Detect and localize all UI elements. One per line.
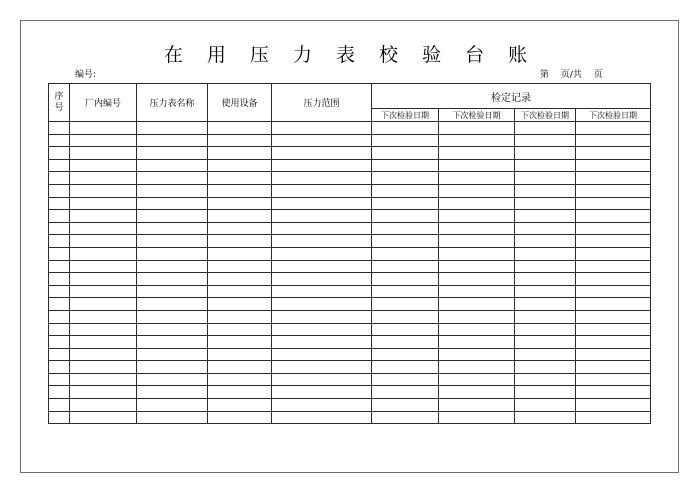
table-cell — [372, 122, 439, 135]
table-cell — [272, 184, 372, 197]
table-cell — [49, 323, 70, 336]
table-cell — [439, 184, 515, 197]
table-cell — [137, 122, 208, 135]
table-cell — [576, 323, 651, 336]
table-cell — [372, 260, 439, 273]
table-cell — [272, 147, 372, 160]
table-cell — [49, 348, 70, 361]
table-cell — [70, 285, 137, 298]
table-cell — [137, 399, 208, 412]
table-cell — [439, 235, 515, 248]
table-row — [49, 310, 651, 323]
table-cell — [137, 298, 208, 311]
table-cell — [439, 260, 515, 273]
table-cell — [272, 310, 372, 323]
table-cell — [70, 336, 137, 349]
table-cell — [515, 197, 576, 210]
table-cell — [208, 310, 272, 323]
table-cell — [208, 222, 272, 235]
table-cell — [70, 247, 137, 260]
table-cell — [70, 172, 137, 185]
table-cell — [137, 247, 208, 260]
table-row — [49, 134, 651, 147]
table-cell — [439, 222, 515, 235]
table-cell — [70, 273, 137, 286]
table-cell — [372, 222, 439, 235]
table-cell — [49, 399, 70, 412]
table-cell — [576, 260, 651, 273]
table-cell — [439, 323, 515, 336]
table-cell — [576, 247, 651, 260]
table-cell — [576, 210, 651, 223]
table-cell — [515, 336, 576, 349]
table-cell — [49, 310, 70, 323]
table-cell — [70, 147, 137, 160]
table-cell — [372, 285, 439, 298]
table-row — [49, 197, 651, 210]
table-cell — [137, 134, 208, 147]
table-cell — [515, 298, 576, 311]
table-cell — [372, 310, 439, 323]
table-cell — [515, 122, 576, 135]
table-cell — [70, 298, 137, 311]
table-cell — [372, 197, 439, 210]
table-cell — [137, 210, 208, 223]
table-cell — [137, 235, 208, 248]
table-cell — [372, 184, 439, 197]
table-cell — [439, 348, 515, 361]
table-cell — [272, 210, 372, 223]
table-row — [49, 373, 651, 386]
table-cell — [208, 210, 272, 223]
table-cell — [576, 298, 651, 311]
table-cell — [208, 361, 272, 374]
table-cell — [137, 260, 208, 273]
table-row — [49, 348, 651, 361]
table-cell — [272, 260, 372, 273]
table-cell — [208, 336, 272, 349]
table-cell — [208, 184, 272, 197]
table-cell — [70, 260, 137, 273]
table-row — [49, 323, 651, 336]
number-label: 编号: — [75, 70, 97, 80]
table-row — [49, 172, 651, 185]
table-cell — [372, 348, 439, 361]
table-cell — [208, 273, 272, 286]
table-cell — [49, 336, 70, 349]
table-cell — [515, 260, 576, 273]
table-cell — [515, 310, 576, 323]
table-cell — [515, 235, 576, 248]
table-cell — [439, 147, 515, 160]
table-cell — [372, 411, 439, 424]
table-cell — [272, 386, 372, 399]
table-cell — [137, 197, 208, 210]
table-row — [49, 399, 651, 412]
table-cell — [272, 348, 372, 361]
table-cell — [208, 247, 272, 260]
table-cell — [208, 134, 272, 147]
table-row — [49, 184, 651, 197]
table-cell — [576, 134, 651, 147]
table-cell — [208, 172, 272, 185]
table-cell — [70, 184, 137, 197]
table-cell — [272, 336, 372, 349]
table-cell — [372, 323, 439, 336]
table-cell — [208, 298, 272, 311]
table-cell — [70, 310, 137, 323]
table-cell — [515, 386, 576, 399]
table-cell — [137, 323, 208, 336]
table-cell — [70, 210, 137, 223]
table-cell — [208, 348, 272, 361]
table-cell — [272, 399, 372, 412]
table-cell — [49, 273, 70, 286]
table-row — [49, 273, 651, 286]
table-cell — [208, 122, 272, 135]
table-cell — [515, 348, 576, 361]
table-cell — [439, 134, 515, 147]
table-row — [49, 122, 651, 135]
table-cell — [137, 222, 208, 235]
table-cell — [272, 373, 372, 386]
table-cell — [439, 373, 515, 386]
table-cell — [372, 210, 439, 223]
table-cell — [70, 159, 137, 172]
table-cell — [70, 323, 137, 336]
table-row — [49, 260, 651, 273]
table-cell — [137, 373, 208, 386]
table-cell — [272, 159, 372, 172]
column-header-range: 压力范围 — [272, 84, 372, 122]
table-row — [49, 336, 651, 349]
column-header-factory-no: 厂内编号 — [70, 84, 137, 122]
sub-column-next-date: 下次检验日期 — [576, 109, 651, 122]
table-cell — [576, 373, 651, 386]
table-cell — [272, 122, 372, 135]
table-cell — [515, 210, 576, 223]
table-row — [49, 147, 651, 160]
table-cell — [272, 235, 372, 248]
table-cell — [576, 184, 651, 197]
table-cell — [439, 122, 515, 135]
table-cell — [439, 310, 515, 323]
table-cell — [372, 147, 439, 160]
table-cell — [70, 373, 137, 386]
table-cell — [70, 197, 137, 210]
table-cell — [515, 147, 576, 160]
table-cell — [49, 298, 70, 311]
table-cell — [137, 184, 208, 197]
table-cell — [272, 298, 372, 311]
table-cell — [208, 323, 272, 336]
table-cell — [49, 184, 70, 197]
table-cell — [70, 222, 137, 235]
table-row — [49, 285, 651, 298]
table-cell — [208, 411, 272, 424]
table-row — [49, 210, 651, 223]
table-cell — [576, 285, 651, 298]
table-cell — [576, 122, 651, 135]
table-cell — [272, 411, 372, 424]
table-cell — [372, 361, 439, 374]
table-cell — [515, 411, 576, 424]
table-cell — [137, 411, 208, 424]
table-cell — [439, 411, 515, 424]
table-cell — [515, 373, 576, 386]
table-cell — [515, 222, 576, 235]
table-cell — [208, 235, 272, 248]
table-cell — [372, 172, 439, 185]
table-cell — [208, 285, 272, 298]
table-cell — [439, 336, 515, 349]
table-cell — [49, 210, 70, 223]
table-cell — [439, 361, 515, 374]
table-cell — [70, 235, 137, 248]
table-cell — [49, 247, 70, 260]
table-cell — [49, 197, 70, 210]
table-cell — [70, 411, 137, 424]
table-cell — [515, 247, 576, 260]
table-row — [49, 411, 651, 424]
table-cell — [272, 172, 372, 185]
table-cell — [576, 310, 651, 323]
table-cell — [576, 197, 651, 210]
table-cell — [576, 361, 651, 374]
table-row — [49, 235, 651, 248]
table-row — [49, 159, 651, 172]
table-cell — [439, 285, 515, 298]
table-cell — [576, 273, 651, 286]
table-cell — [137, 285, 208, 298]
table-row — [49, 222, 651, 235]
table-cell — [576, 336, 651, 349]
table-cell — [137, 386, 208, 399]
table-cell — [515, 323, 576, 336]
table-cell — [70, 399, 137, 412]
table-cell — [515, 134, 576, 147]
column-group-calibration: 检定记录 — [372, 84, 651, 109]
table-cell — [439, 159, 515, 172]
table-cell — [208, 159, 272, 172]
ledger-body — [49, 122, 651, 424]
table-cell — [137, 336, 208, 349]
table-cell — [515, 172, 576, 185]
table-cell — [49, 411, 70, 424]
ledger-table — [48, 83, 651, 424]
table-cell — [49, 134, 70, 147]
table-cell — [515, 285, 576, 298]
table-cell — [372, 386, 439, 399]
table-cell — [372, 159, 439, 172]
table-cell — [439, 197, 515, 210]
table-cell — [137, 361, 208, 374]
table-cell — [439, 172, 515, 185]
table-cell — [515, 184, 576, 197]
table-cell — [576, 348, 651, 361]
table-row — [49, 247, 651, 260]
table-cell — [576, 222, 651, 235]
table-cell — [208, 373, 272, 386]
sub-column-next-date: 下次检验日期 — [515, 109, 576, 122]
table-cell — [515, 361, 576, 374]
table-cell — [70, 386, 137, 399]
table-cell — [515, 159, 576, 172]
sub-column-next-date: 下次检验日期 — [439, 109, 515, 122]
table-cell — [372, 247, 439, 260]
table-cell — [515, 273, 576, 286]
table-cell — [272, 361, 372, 374]
table-cell — [49, 172, 70, 185]
table-cell — [49, 361, 70, 374]
table-cell — [439, 210, 515, 223]
table-cell — [70, 122, 137, 135]
table-cell — [49, 122, 70, 135]
table-cell — [439, 399, 515, 412]
table-cell — [70, 361, 137, 374]
column-header-seq: 序号 — [49, 84, 70, 122]
table-cell — [576, 159, 651, 172]
table-cell — [137, 273, 208, 286]
table-cell — [137, 172, 208, 185]
table-cell — [272, 323, 372, 336]
table-cell — [576, 147, 651, 160]
table-cell — [576, 399, 651, 412]
table-cell — [49, 260, 70, 273]
table-cell — [372, 373, 439, 386]
table-cell — [372, 134, 439, 147]
table-row — [49, 361, 651, 374]
table-cell — [208, 260, 272, 273]
table-cell — [49, 147, 70, 160]
table-cell — [439, 298, 515, 311]
table-cell — [439, 247, 515, 260]
table-cell — [208, 386, 272, 399]
table-cell — [372, 399, 439, 412]
column-header-gauge-name: 压力表名称 — [137, 84, 208, 122]
table-cell — [372, 235, 439, 248]
table-cell — [576, 386, 651, 399]
table-cell — [272, 247, 372, 260]
table-cell — [49, 159, 70, 172]
page-count-label: 第 页/共 页 — [540, 70, 603, 80]
table-cell — [372, 273, 439, 286]
table-cell — [49, 386, 70, 399]
table-cell — [137, 310, 208, 323]
table-cell — [49, 285, 70, 298]
table-cell — [137, 159, 208, 172]
table-cell — [272, 285, 372, 298]
table-cell — [70, 348, 137, 361]
table-cell — [576, 172, 651, 185]
table-cell — [576, 235, 651, 248]
table-cell — [208, 399, 272, 412]
table-cell — [372, 298, 439, 311]
table-cell — [439, 273, 515, 286]
table-cell — [49, 373, 70, 386]
table-cell — [208, 197, 272, 210]
table-cell — [439, 386, 515, 399]
table-cell — [49, 235, 70, 248]
document-title: 在 用 压 力 表 校 验 台 账 — [163, 44, 537, 66]
table-cell — [515, 399, 576, 412]
column-header-equipment: 使用设备 — [208, 84, 272, 122]
table-cell — [272, 134, 372, 147]
table-cell — [208, 147, 272, 160]
table-cell — [272, 197, 372, 210]
table-cell — [272, 222, 372, 235]
table-cell — [372, 336, 439, 349]
table-cell — [70, 134, 137, 147]
table-row — [49, 298, 651, 311]
table-cell — [576, 411, 651, 424]
table-cell — [137, 348, 208, 361]
table-cell — [272, 273, 372, 286]
table-cell — [49, 222, 70, 235]
table-row — [49, 386, 651, 399]
table-cell — [137, 147, 208, 160]
sub-column-next-date: 下次检验日期 — [372, 109, 439, 122]
